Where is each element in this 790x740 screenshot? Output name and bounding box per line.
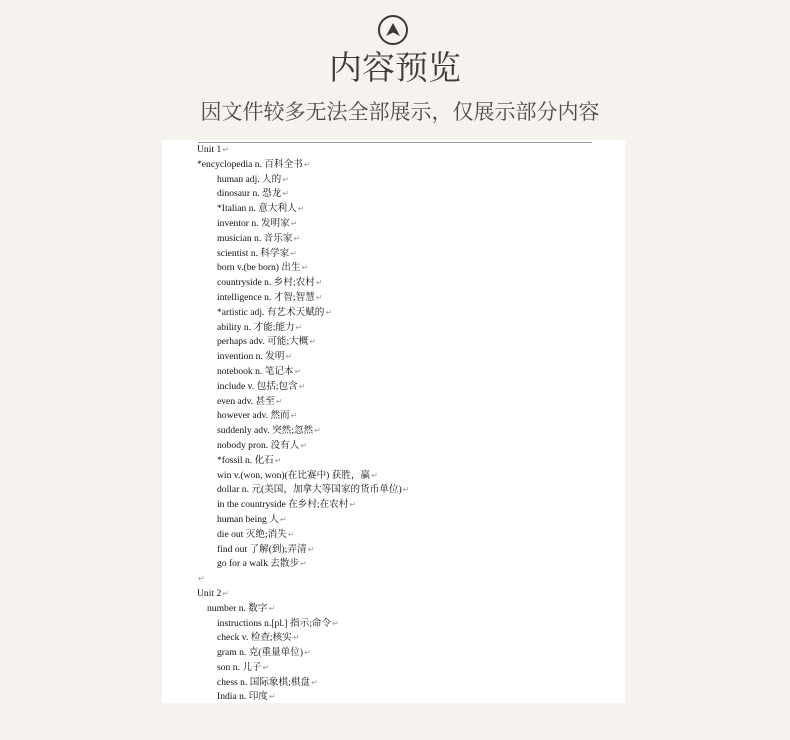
- document-line: [162, 380, 625, 395]
- paragraph-mark-icon: ↵: [332, 618, 339, 628]
- paragraph-mark-icon: ↵: [268, 692, 276, 702]
- paragraph-mark-icon: ↵: [307, 544, 315, 554]
- paragraph-mark-icon: ↵: [293, 233, 301, 243]
- paragraph-mark-icon: ↵: [325, 307, 333, 317]
- document-line-text: son n. 儿子: [217, 661, 262, 673]
- document-line-text: include v. 包括;包含: [217, 380, 298, 392]
- document-line-text: musician n. 音乐家: [217, 232, 293, 244]
- document-line: [162, 483, 625, 498]
- document-line-text: chess n. 国际象棋;棋盘: [217, 676, 311, 688]
- document-line-text: gram n. 克(重量单位): [217, 647, 304, 659]
- document-line: [162, 395, 625, 410]
- paragraph-mark-icon: ↵: [274, 455, 282, 465]
- document-line: [162, 528, 625, 543]
- document-line: [162, 261, 625, 276]
- paragraph-mark-icon: ↵: [222, 145, 229, 154]
- document-line-text: however adv. 然而: [217, 410, 290, 422]
- document-line: [162, 306, 625, 321]
- paragraph-mark-icon: ↵: [304, 648, 311, 658]
- document-empty-line: [162, 572, 625, 587]
- document-line: [162, 543, 625, 558]
- document-line-text: instructions n.[pl.] 指示;命令: [217, 617, 332, 629]
- page-title: 内容预览: [329, 48, 461, 87]
- document-line: [162, 321, 625, 336]
- paragraph-mark-icon: ↵: [402, 485, 410, 495]
- document-line-text: win v.(won, won)(在比赛中) 获胜，赢: [217, 469, 371, 481]
- document-line-text: number n. 数字: [207, 602, 268, 614]
- document-line-text: notebook n. 笔记本: [217, 365, 294, 377]
- document-line: [162, 617, 625, 632]
- chevron-up-icon: [384, 21, 402, 39]
- document-line: [162, 335, 625, 350]
- paragraph-mark-icon: ↵: [315, 278, 323, 288]
- document-line: [162, 676, 625, 691]
- document-line: [162, 202, 625, 217]
- document-preview: [162, 140, 625, 703]
- paragraph-mark-icon: ↵: [311, 677, 318, 687]
- document-line: [162, 587, 625, 602]
- document-line: [162, 513, 625, 528]
- document-line-text: perhaps adv. 可能;大概: [217, 336, 309, 348]
- document-line-text: in the countryside 在乡村;在农村: [217, 499, 349, 511]
- paragraph-mark-icon: ↵: [315, 292, 323, 302]
- document-line-text: *encyclopedia n. 百科全书: [197, 158, 303, 170]
- paragraph-mark-icon: ↵: [290, 248, 297, 258]
- document-line-text: die out 灭绝;消失: [217, 528, 287, 540]
- paragraph-mark-icon: ↵: [290, 218, 298, 228]
- document-line-text: intelligence n. 才智;智慧: [217, 291, 315, 303]
- paragraph-mark-icon: ↵: [298, 381, 306, 391]
- document-line: [162, 690, 625, 703]
- chevron-up-circle-icon: [378, 15, 408, 45]
- paragraph-mark-icon: ↵: [275, 396, 283, 406]
- document-line: [162, 217, 625, 232]
- document-line: [162, 646, 625, 661]
- document-line: [162, 291, 625, 306]
- document-line: [162, 247, 625, 262]
- document-line: [162, 661, 625, 676]
- paragraph-mark-icon: ↵: [314, 426, 321, 436]
- paragraph-mark-icon: ↵: [349, 500, 357, 510]
- document-line-text: *fossil n. 化石: [217, 454, 274, 466]
- document-line-text: *Italian n. 意大利人: [217, 203, 297, 215]
- document-line-text: Unit 2: [197, 587, 222, 599]
- document-line-text: check v. 检查;核实: [217, 632, 292, 644]
- paragraph-mark-icon: ↵: [300, 559, 307, 569]
- document-line-text: Unit 1: [197, 144, 222, 155]
- document-line: [162, 409, 625, 424]
- document-line: [162, 602, 625, 617]
- paragraph-mark-icon: ↵: [294, 366, 302, 376]
- document-line: [162, 469, 625, 484]
- document-line: [162, 143, 625, 158]
- document-line-text: invention n. 发明: [217, 351, 285, 363]
- paragraph-mark-icon: ↵: [262, 662, 270, 672]
- paragraph-mark-icon: ↵: [290, 411, 298, 421]
- document-line-text: find out 了解(到);弄清: [217, 543, 307, 555]
- document-line-text: dinosaur n. 恐龙: [217, 188, 282, 200]
- paragraph-mark-icon: ↵: [295, 322, 303, 332]
- document-line: [162, 557, 625, 572]
- document-line-text: India n. 印度: [217, 691, 268, 703]
- document-line: [162, 232, 625, 247]
- paragraph-mark-icon: ↵: [309, 337, 317, 347]
- paragraph-mark-icon: ↵: [268, 603, 276, 613]
- document-line-text: even adv. 甚至: [217, 395, 275, 407]
- paragraph-mark-icon: ↵: [285, 352, 293, 362]
- document-line: [162, 365, 625, 380]
- paragraph-mark-icon: ↵: [301, 263, 309, 273]
- document-line: [162, 498, 625, 513]
- paragraph-mark-icon: ↵: [292, 633, 300, 643]
- document-line: [162, 424, 625, 439]
- document-line-text: born v.(be born) 出生: [217, 262, 301, 274]
- document-line: [162, 276, 625, 291]
- document-line-text: human adj. 人的: [217, 173, 282, 185]
- document-line-text: nobody pron. 没有人: [217, 439, 300, 451]
- paragraph-mark-icon: ↵: [297, 204, 305, 214]
- document-line: [162, 158, 625, 173]
- paragraph-mark-icon: ↵: [303, 159, 311, 169]
- paragraph-mark-icon: ↵: [222, 588, 229, 598]
- document-line-text: go for a walk 去散步: [217, 558, 300, 570]
- document-line-text: inventor n. 发明家: [217, 217, 290, 229]
- paragraph-mark-icon: ↵: [282, 189, 289, 199]
- paragraph-mark-icon: ↵: [198, 574, 205, 584]
- paragraph-mark-icon: ↵: [287, 529, 295, 539]
- document-line: [162, 439, 625, 454]
- document-line-text: scientist n. 科学家: [217, 247, 290, 259]
- document-line: [162, 631, 625, 646]
- paragraph-mark-icon: ↵: [300, 440, 308, 450]
- document-body: [162, 143, 625, 703]
- document-line-text: *artistic adj. 有艺术天赋的: [217, 306, 325, 318]
- paragraph-mark-icon: ↵: [282, 174, 289, 184]
- document-line: [162, 187, 625, 202]
- paragraph-mark-icon: ↵: [371, 470, 378, 480]
- page-subtitle: 因文件较多无法全部展示，仅展示部分内容: [200, 100, 600, 124]
- document-line: [162, 173, 625, 188]
- paragraph-mark-icon: ↵: [279, 514, 287, 524]
- document-line-text: human being 人: [217, 513, 279, 525]
- document-line: [162, 350, 625, 365]
- document-line-text: suddenly adv. 突然;忽然: [217, 425, 314, 437]
- document-line-text: dollar n. 元(美国，加拿大等国家的货币单位): [217, 484, 402, 496]
- document-line-text: ability n. 才能;能力: [217, 321, 295, 333]
- document-line-text: countryside n. 乡村;农村: [217, 277, 315, 289]
- document-line: [162, 454, 625, 469]
